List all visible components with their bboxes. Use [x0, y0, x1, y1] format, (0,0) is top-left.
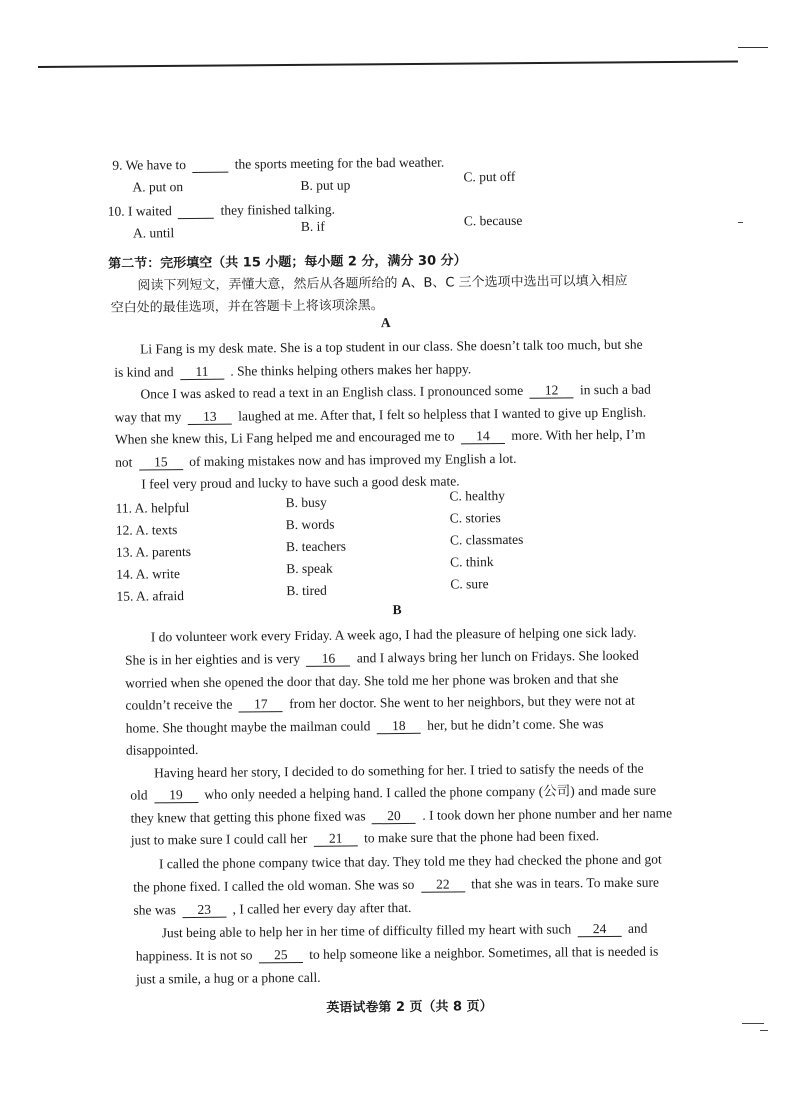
text-segment: that she was in tears. To make sure	[471, 874, 659, 892]
blank-14: 14	[461, 429, 505, 444]
blank-15: 15	[139, 455, 183, 470]
q12-option-a: 12. A. texts	[115, 522, 178, 538]
text-segment: her, but he didn’t come. She was	[427, 716, 604, 733]
q14-option-a: 14. A. write	[116, 566, 181, 582]
text-segment: they knew that getting this phone fixed was	[130, 808, 366, 826]
question-text: they finished talking.	[220, 201, 336, 218]
text-segment: . She thinks helping others makes her happy.	[230, 361, 472, 379]
text-segment: couldn’t receive the	[125, 696, 233, 713]
passage-line	[133, 874, 659, 897]
passage-line	[162, 920, 648, 943]
q9-option-b: B. put up	[300, 177, 351, 193]
passage-line	[115, 426, 646, 449]
section-title: 第二节：完形填空（共 15 小题；每小题 2 分，满分 30 分）	[108, 253, 467, 272]
question-number: 9.	[112, 157, 123, 173]
text-segment: and I always bring her lunch on Fridays. She looked	[356, 647, 639, 666]
q10-option-c: C. because	[463, 212, 523, 229]
text-segment: , I called her every day after that.	[232, 899, 412, 917]
text-segment: she was	[133, 902, 176, 918]
blank-23: 23	[182, 903, 226, 918]
blank-20: 20	[372, 809, 416, 824]
q13-option-c: C. classmates	[449, 531, 524, 548]
section-instructions: 阅读下列短文，弄懂大意，然后从各题所给的 A、B、C 三个选项中选出可以填入相应	[137, 273, 628, 294]
passage-line	[126, 715, 604, 738]
answer-blank	[192, 158, 228, 173]
text-segment: of making mistakes now and has improved my English a lot.	[189, 450, 517, 470]
text-segment: who only needed a helping hand. I called the phone company (公司) and made sure	[204, 782, 657, 802]
question-9	[112, 154, 444, 175]
passage-line	[136, 943, 659, 966]
q13-option-b: B. teachers	[285, 538, 347, 555]
passage-line	[133, 899, 411, 920]
q11-option-a: 11. A. helpful	[115, 500, 190, 516]
question-text: the sports meeting for the bad weather.	[234, 154, 445, 172]
q9-option-c: C. put off	[463, 168, 516, 185]
q10-option-a: A. until	[132, 225, 175, 241]
blank-25: 25	[259, 948, 303, 963]
blank-11: 11	[180, 365, 224, 380]
passage-line	[125, 647, 639, 670]
passage-line: Having heard her story, I decided to do something for her. I tried to satisfy the needs of the	[154, 760, 644, 781]
q13-option-a: 13. A. parents	[115, 544, 192, 560]
text-segment: Once I was asked to read a text in an English class. I pronounced some	[140, 382, 524, 402]
text-segment: laughed at me. After that, I felt so helpless that I wanted to give up English.	[238, 404, 647, 424]
q12-option-b: B. words	[285, 516, 335, 533]
blank-12: 12	[530, 383, 574, 398]
answer-blank	[178, 204, 214, 219]
q10-option-b: B. if	[300, 218, 325, 234]
question-text: We have to	[125, 157, 187, 173]
text-segment: home. She thought maybe the mailman could	[125, 718, 371, 736]
blank-18: 18	[377, 719, 421, 734]
blank-17: 17	[239, 697, 283, 712]
passage-line	[140, 381, 651, 404]
text-segment: old	[130, 787, 148, 803]
passage-line: worried when she opened the door that day. She told me her phone was broken and that she	[125, 670, 619, 691]
blank-19: 19	[154, 788, 198, 803]
passage-line	[130, 804, 672, 827]
passage-line: I do volunteer work every Friday. A week ago, I had the pleasure of helping one sick lady.	[150, 624, 637, 645]
question-number: 10.	[107, 203, 125, 219]
blank-16: 16	[306, 651, 350, 666]
q14-option-c: C. think	[450, 554, 494, 570]
text-segment: When she knew this, Li Fang helped me and encouraged me to	[114, 428, 455, 447]
scan-mark	[738, 222, 743, 223]
text-segment: in such a bad	[579, 381, 651, 398]
text-segment: She is in her eighties and is very	[124, 650, 301, 668]
blank-24: 24	[577, 922, 621, 937]
q12-option-c: C. stories	[449, 510, 501, 526]
text-segment: more. With her help, I’m	[511, 426, 646, 443]
passage-letter: A	[380, 315, 391, 331]
q15-option-a: 15. A. afraid	[116, 588, 184, 604]
scan-mark	[742, 1023, 764, 1024]
text-segment: not	[115, 454, 133, 470]
blank-13: 13	[188, 410, 232, 425]
q11-option-c: C. healthy	[449, 487, 506, 504]
question-text: I waited	[127, 203, 172, 219]
passage-line	[115, 450, 517, 472]
text-segment: . I took down her phone number and her name	[422, 805, 673, 823]
text-segment: to make sure that the phone had been fixed.	[364, 828, 600, 846]
passage-line: disappointed.	[125, 741, 199, 758]
passage-line	[115, 404, 647, 427]
passage-line: I called the phone company twice that day. They told me they had checked the phone and got	[158, 851, 662, 872]
page-footer: 英语试卷第 2 页（共 8 页）	[326, 999, 493, 1016]
q15-option-b: B. tired	[286, 582, 327, 599]
passage-line	[130, 782, 656, 805]
text-segment: happiness. It is not so	[135, 947, 253, 964]
text-segment: just to make sure I could call her	[130, 830, 308, 848]
q9-option-a: A. put on	[132, 179, 184, 195]
scan-mark	[760, 1030, 768, 1031]
passage-line	[125, 692, 635, 715]
q14-option-b: B. speak	[286, 560, 333, 577]
q15-option-c: C. sure	[450, 576, 489, 592]
text-segment: way that my	[114, 409, 182, 425]
passage-line: Li Fang is my desk mate. She is a top student in our class. She doesn’t talk too much, but she	[139, 336, 643, 357]
text-segment: and	[627, 920, 648, 936]
passage-line: I feel very proud and lucky to have such a good desk mate.	[141, 473, 460, 492]
text-segment: from her doctor. She went to her neighbors, but they were not at	[289, 692, 635, 712]
question-10	[108, 201, 335, 221]
q11-option-b: B. busy	[285, 494, 327, 511]
text-segment: to help someone like a neighbor. Sometimes, all that is needed is	[309, 943, 659, 962]
text-segment: Just being able to help her in her time of difficulty filled my heart with such	[161, 921, 572, 941]
text-segment: the phone fixed. I called the old woman. She was so	[133, 876, 415, 895]
blank-21: 21	[314, 831, 358, 846]
passage-letter: B	[392, 601, 402, 618]
passage-line	[114, 360, 471, 381]
blank-22: 22	[421, 877, 465, 892]
passage-line	[131, 827, 600, 849]
text-segment: is kind and	[114, 364, 174, 380]
section-instructions: 空白处的最佳选项，并在答题卡上将该项涂黑。	[110, 298, 384, 316]
passage-line: just a smile, a hug or a phone call.	[136, 969, 321, 987]
